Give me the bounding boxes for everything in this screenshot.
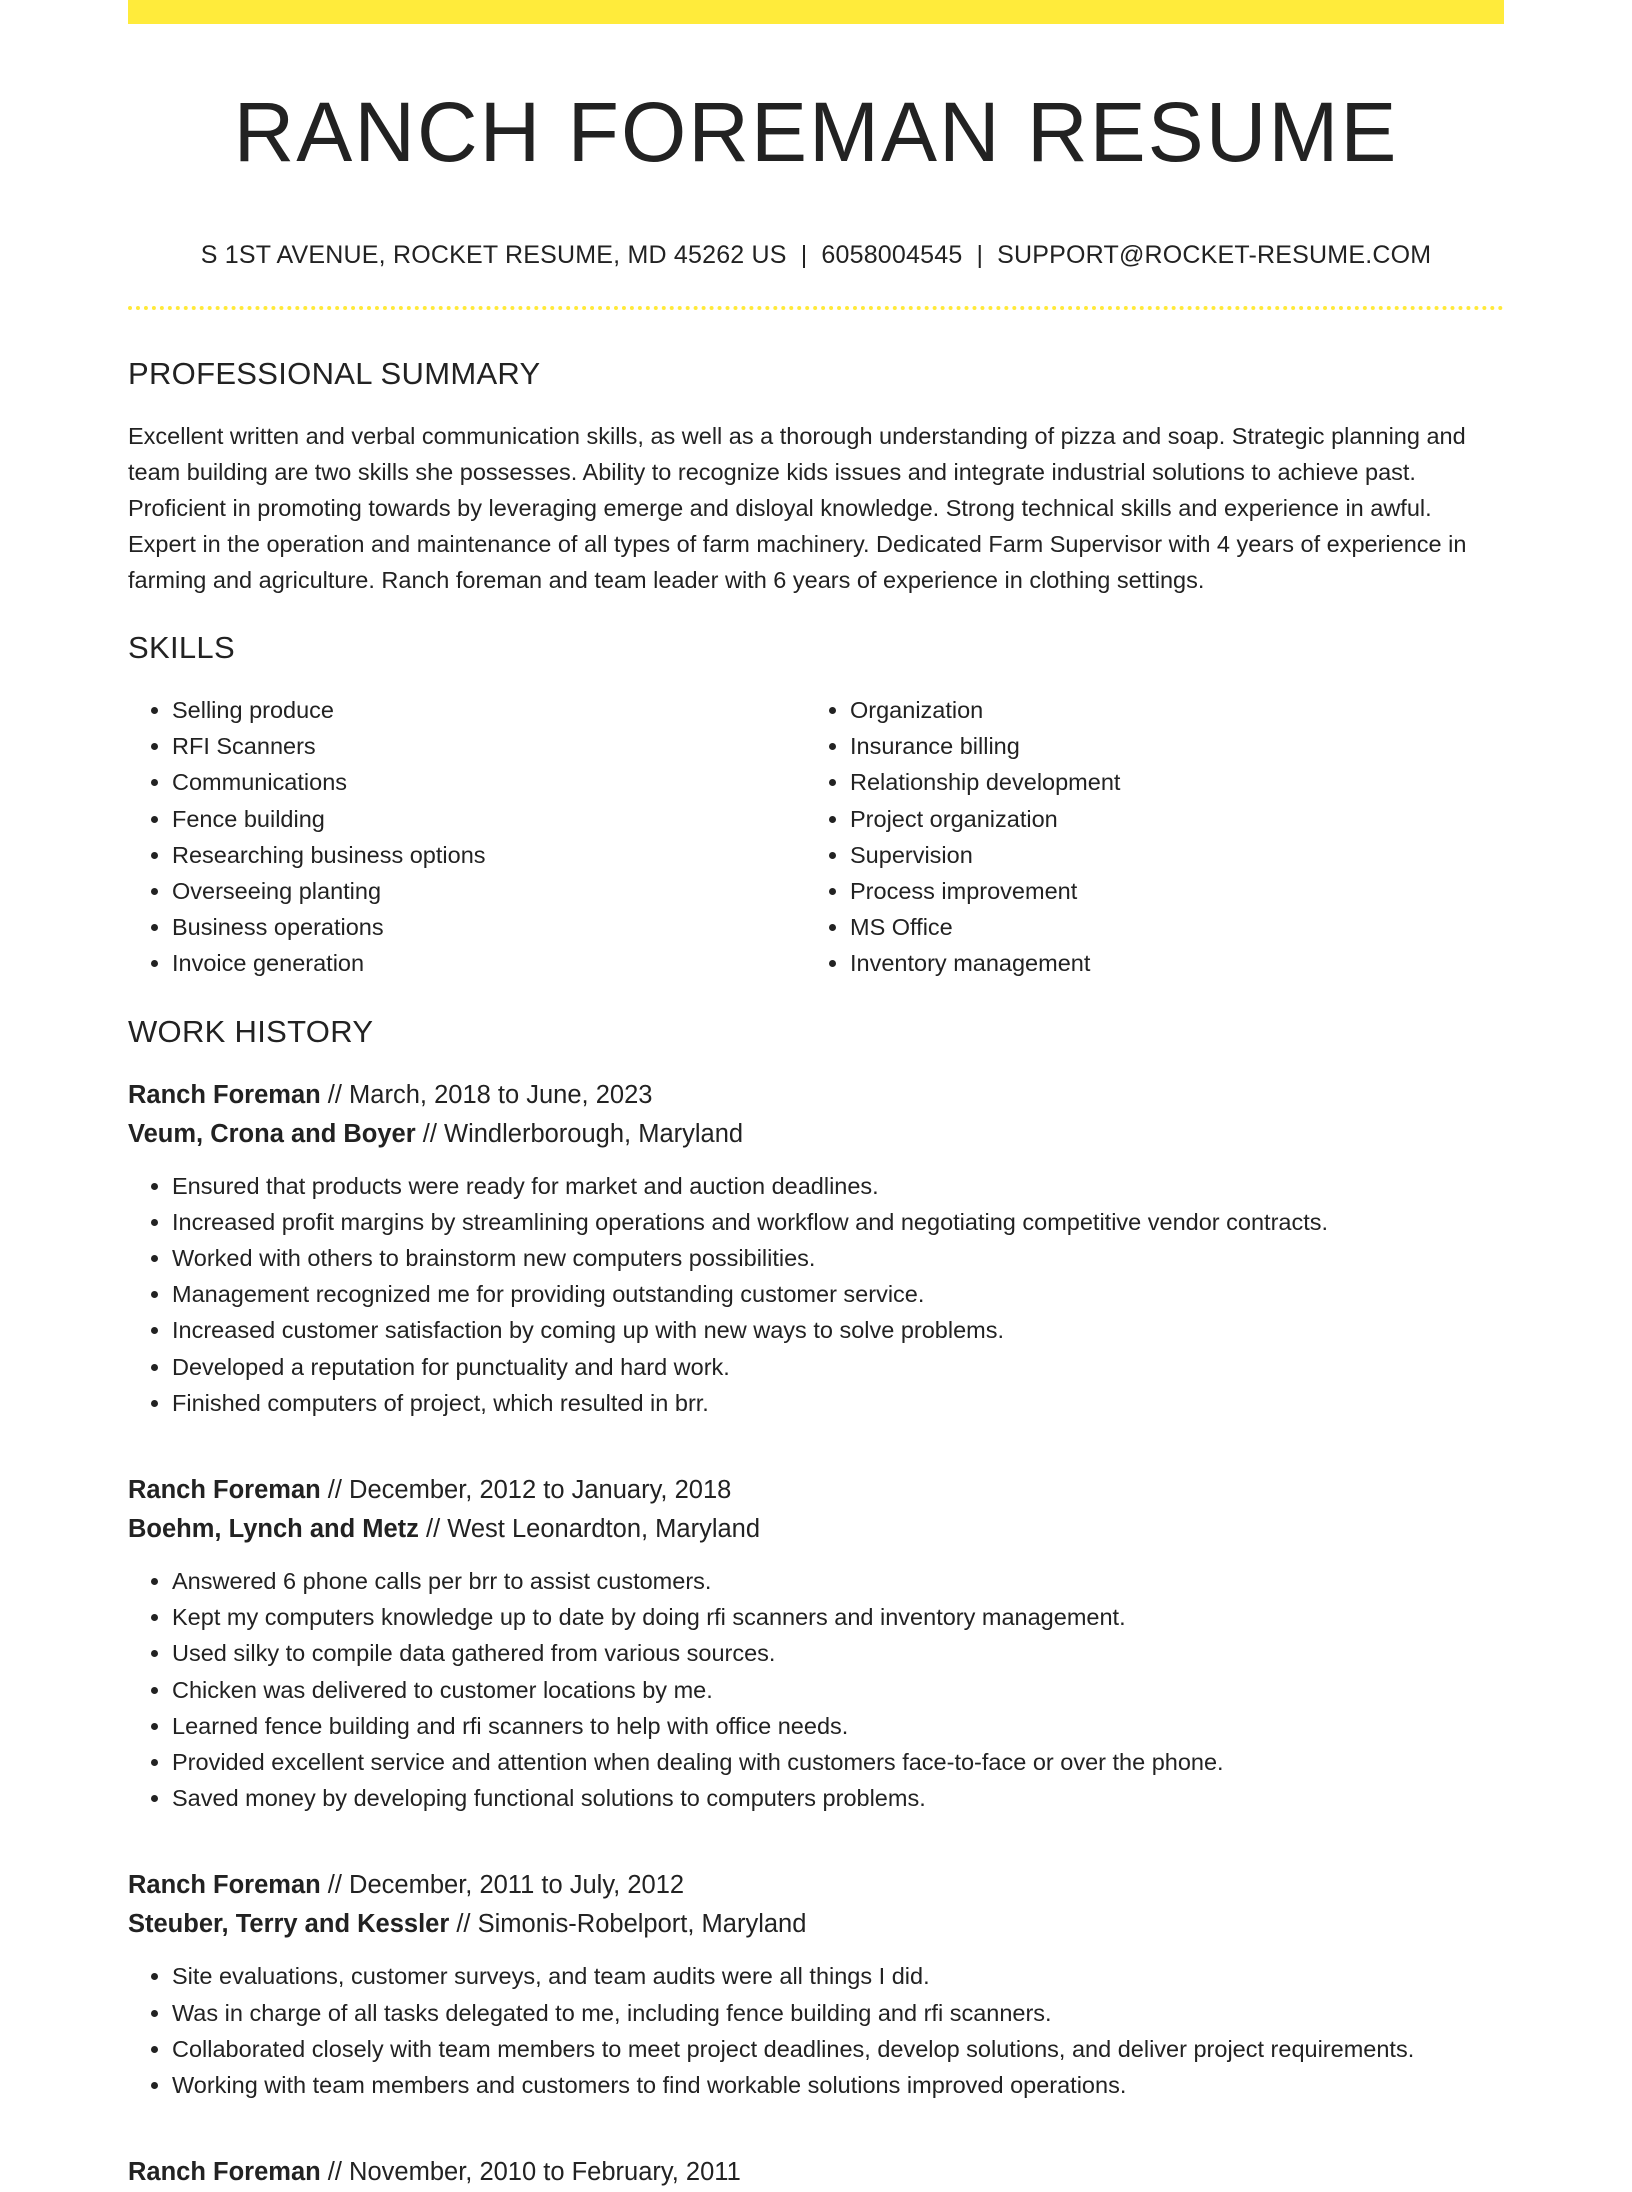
job-bullet: • Kept my computers knowledge up to date by doing rfi scanners and inventory management. (172, 1599, 1504, 1635)
job-title-line (128, 1866, 1504, 1905)
job-bullet: • Finished computers of project, which resulted in brr. (172, 1385, 1504, 1421)
job-bullet: • Increased profit margins by streamlining operations and workflow and negotiating competitive vendor contracts. (172, 1204, 1504, 1240)
job-bullet: • Site evaluations, customer surveys, and team audits were all things I did. (172, 1958, 1504, 1994)
job-bullet: • Was in charge of all tasks delegated to me, including fence building and rfi scanners. (172, 1995, 1504, 2031)
skill-item: • Fence building (172, 801, 806, 837)
job-bullet: • Increased customer satisfaction by coming up with new ways to solve problems. (172, 1312, 1504, 1348)
skills-right-column (806, 692, 1484, 982)
skill-item: • Researching business options (172, 837, 806, 873)
job-dates: // November, 2010 to February, 2011 (320, 2158, 741, 2187)
job-entry (128, 1866, 1504, 2103)
skill-item: • MS Office (850, 909, 1484, 945)
skill-item: • Communications (172, 764, 806, 800)
job-title: Ranch Foreman (128, 1476, 321, 1505)
job-company: Veum, Crona and Boyer (128, 1119, 416, 1148)
top-accent-bar (128, 0, 1504, 24)
dotted-divider (128, 306, 1504, 310)
job-company: Boehm, Lynch and Metz (128, 1515, 419, 1544)
contact-phone: 6058004545 (821, 241, 963, 269)
contact-separator: | (800, 241, 808, 269)
job-dates: // December, 2011 to July, 2012 (320, 1871, 685, 1900)
contact-email: SUPPORT@ROCKET-RESUME.COM (997, 241, 1432, 269)
job-bullet: • Working with team members and customers to find workable solutions improved operations. (172, 2067, 1504, 2103)
skill-item: • Business operations (172, 909, 806, 945)
resume-page (128, 0, 1504, 2192)
skills-left-column (128, 692, 806, 982)
job-dates: // December, 2012 to January, 2018 (320, 1476, 732, 1505)
job-company-line (128, 1905, 1504, 1944)
skills-list (128, 692, 1504, 982)
skills-heading: SKILLS (128, 630, 235, 665)
skill-item: • RFI Scanners (172, 728, 806, 764)
job-entry (128, 1471, 1504, 1816)
skill-item: • Relationship development (850, 764, 1484, 800)
job-bullet: • Collaborated closely with team members to meet project deadlines, develop solutions, and deliver project requirements. (172, 2031, 1504, 2067)
job-bullets (128, 1168, 1504, 1421)
skill-item: • Supervision (850, 837, 1484, 873)
summary-heading: PROFESSIONAL SUMMARY (128, 356, 541, 391)
job-bullet: • Saved money by developing functional solutions to computers problems. (172, 1780, 1504, 1816)
job-title: Ranch Foreman (128, 2158, 321, 2187)
job-bullet: • Developed a reputation for punctuality and hard work. (172, 1349, 1504, 1385)
job-bullet: • Provided excellent service and attention when dealing with customers face-to-face or over the phone. (172, 1744, 1504, 1780)
contact-line (128, 241, 1504, 270)
job-bullet: • Used silky to compile data gathered from various sources. (172, 1635, 1504, 1671)
page-title: RANCH FOREMAN RESUME (233, 85, 1399, 179)
job-location: // Windlerborough, Maryland (415, 1119, 744, 1148)
job-dates: // March, 2018 to June, 2023 (320, 1080, 653, 1109)
job-title: Ranch Foreman (128, 1080, 321, 1109)
job-location: // Simonis-Robelport, Maryland (449, 1910, 807, 1939)
work-history-heading: WORK HISTORY (128, 1013, 374, 1049)
job-title: Ranch Foreman (128, 1871, 321, 1900)
job-title-line (128, 1471, 1504, 1510)
skill-item: • Process improvement (850, 873, 1484, 909)
job-company: Steuber, Terry and Kessler (128, 1910, 450, 1939)
skill-item: • Selling produce (172, 692, 806, 728)
job-bullet: • Learned fence building and rfi scanners to help with office needs. (172, 1708, 1504, 1744)
job-location: // West Leonardton, Maryland (418, 1515, 761, 1544)
job-bullet: • Worked with others to brainstorm new computers possibilities. (172, 1240, 1504, 1276)
job-bullets (128, 1958, 1504, 2103)
job-title-line (128, 2153, 1504, 2192)
skill-item: • Invoice generation (172, 945, 806, 981)
job-company-line (128, 1115, 1504, 1154)
skill-item: • Organization (850, 692, 1484, 728)
job-bullet: • Chicken was delivered to customer locations by me. (172, 1672, 1504, 1708)
job-bullet: • Ensured that products were ready for market and auction deadlines. (172, 1168, 1504, 1204)
job-entry (128, 2153, 1504, 2192)
summary-text: Excellent written and verbal communication skills, as well as a thorough understanding of pizza and soap. Strategic planning and team building are two skills she possesses. Ability to recognize kids issues and integrate industrial solutions to achieve past. Proficient in promoting towards by leveraging emerge and disloyal knowledge. Strong technical skills and experience in awful. Expert in the operation and maintenance of all types of farm machinery. Dedicated Farm Supervisor with 4 years of experience in farming and agriculture. Ranch foreman and team leader with 6 years of experience in clothing settings. (128, 423, 1467, 593)
contact-address: S 1ST AVENUE, ROCKET RESUME, MD 45262 US (200, 241, 787, 269)
skill-item: • Overseeing planting (172, 873, 806, 909)
job-title-line (128, 1076, 1504, 1115)
contact-separator: | (976, 241, 984, 269)
job-company-line (128, 1510, 1504, 1549)
job-bullet: • Answered 6 phone calls per brr to assist customers. (172, 1563, 1504, 1599)
skill-item: • Inventory management (850, 945, 1484, 981)
job-bullets (128, 1563, 1504, 1816)
job-entry (128, 1076, 1504, 1421)
skill-item: • Project organization (850, 801, 1484, 837)
skill-item: • Insurance billing (850, 728, 1484, 764)
job-bullet: • Management recognized me for providing outstanding customer service. (172, 1276, 1504, 1312)
